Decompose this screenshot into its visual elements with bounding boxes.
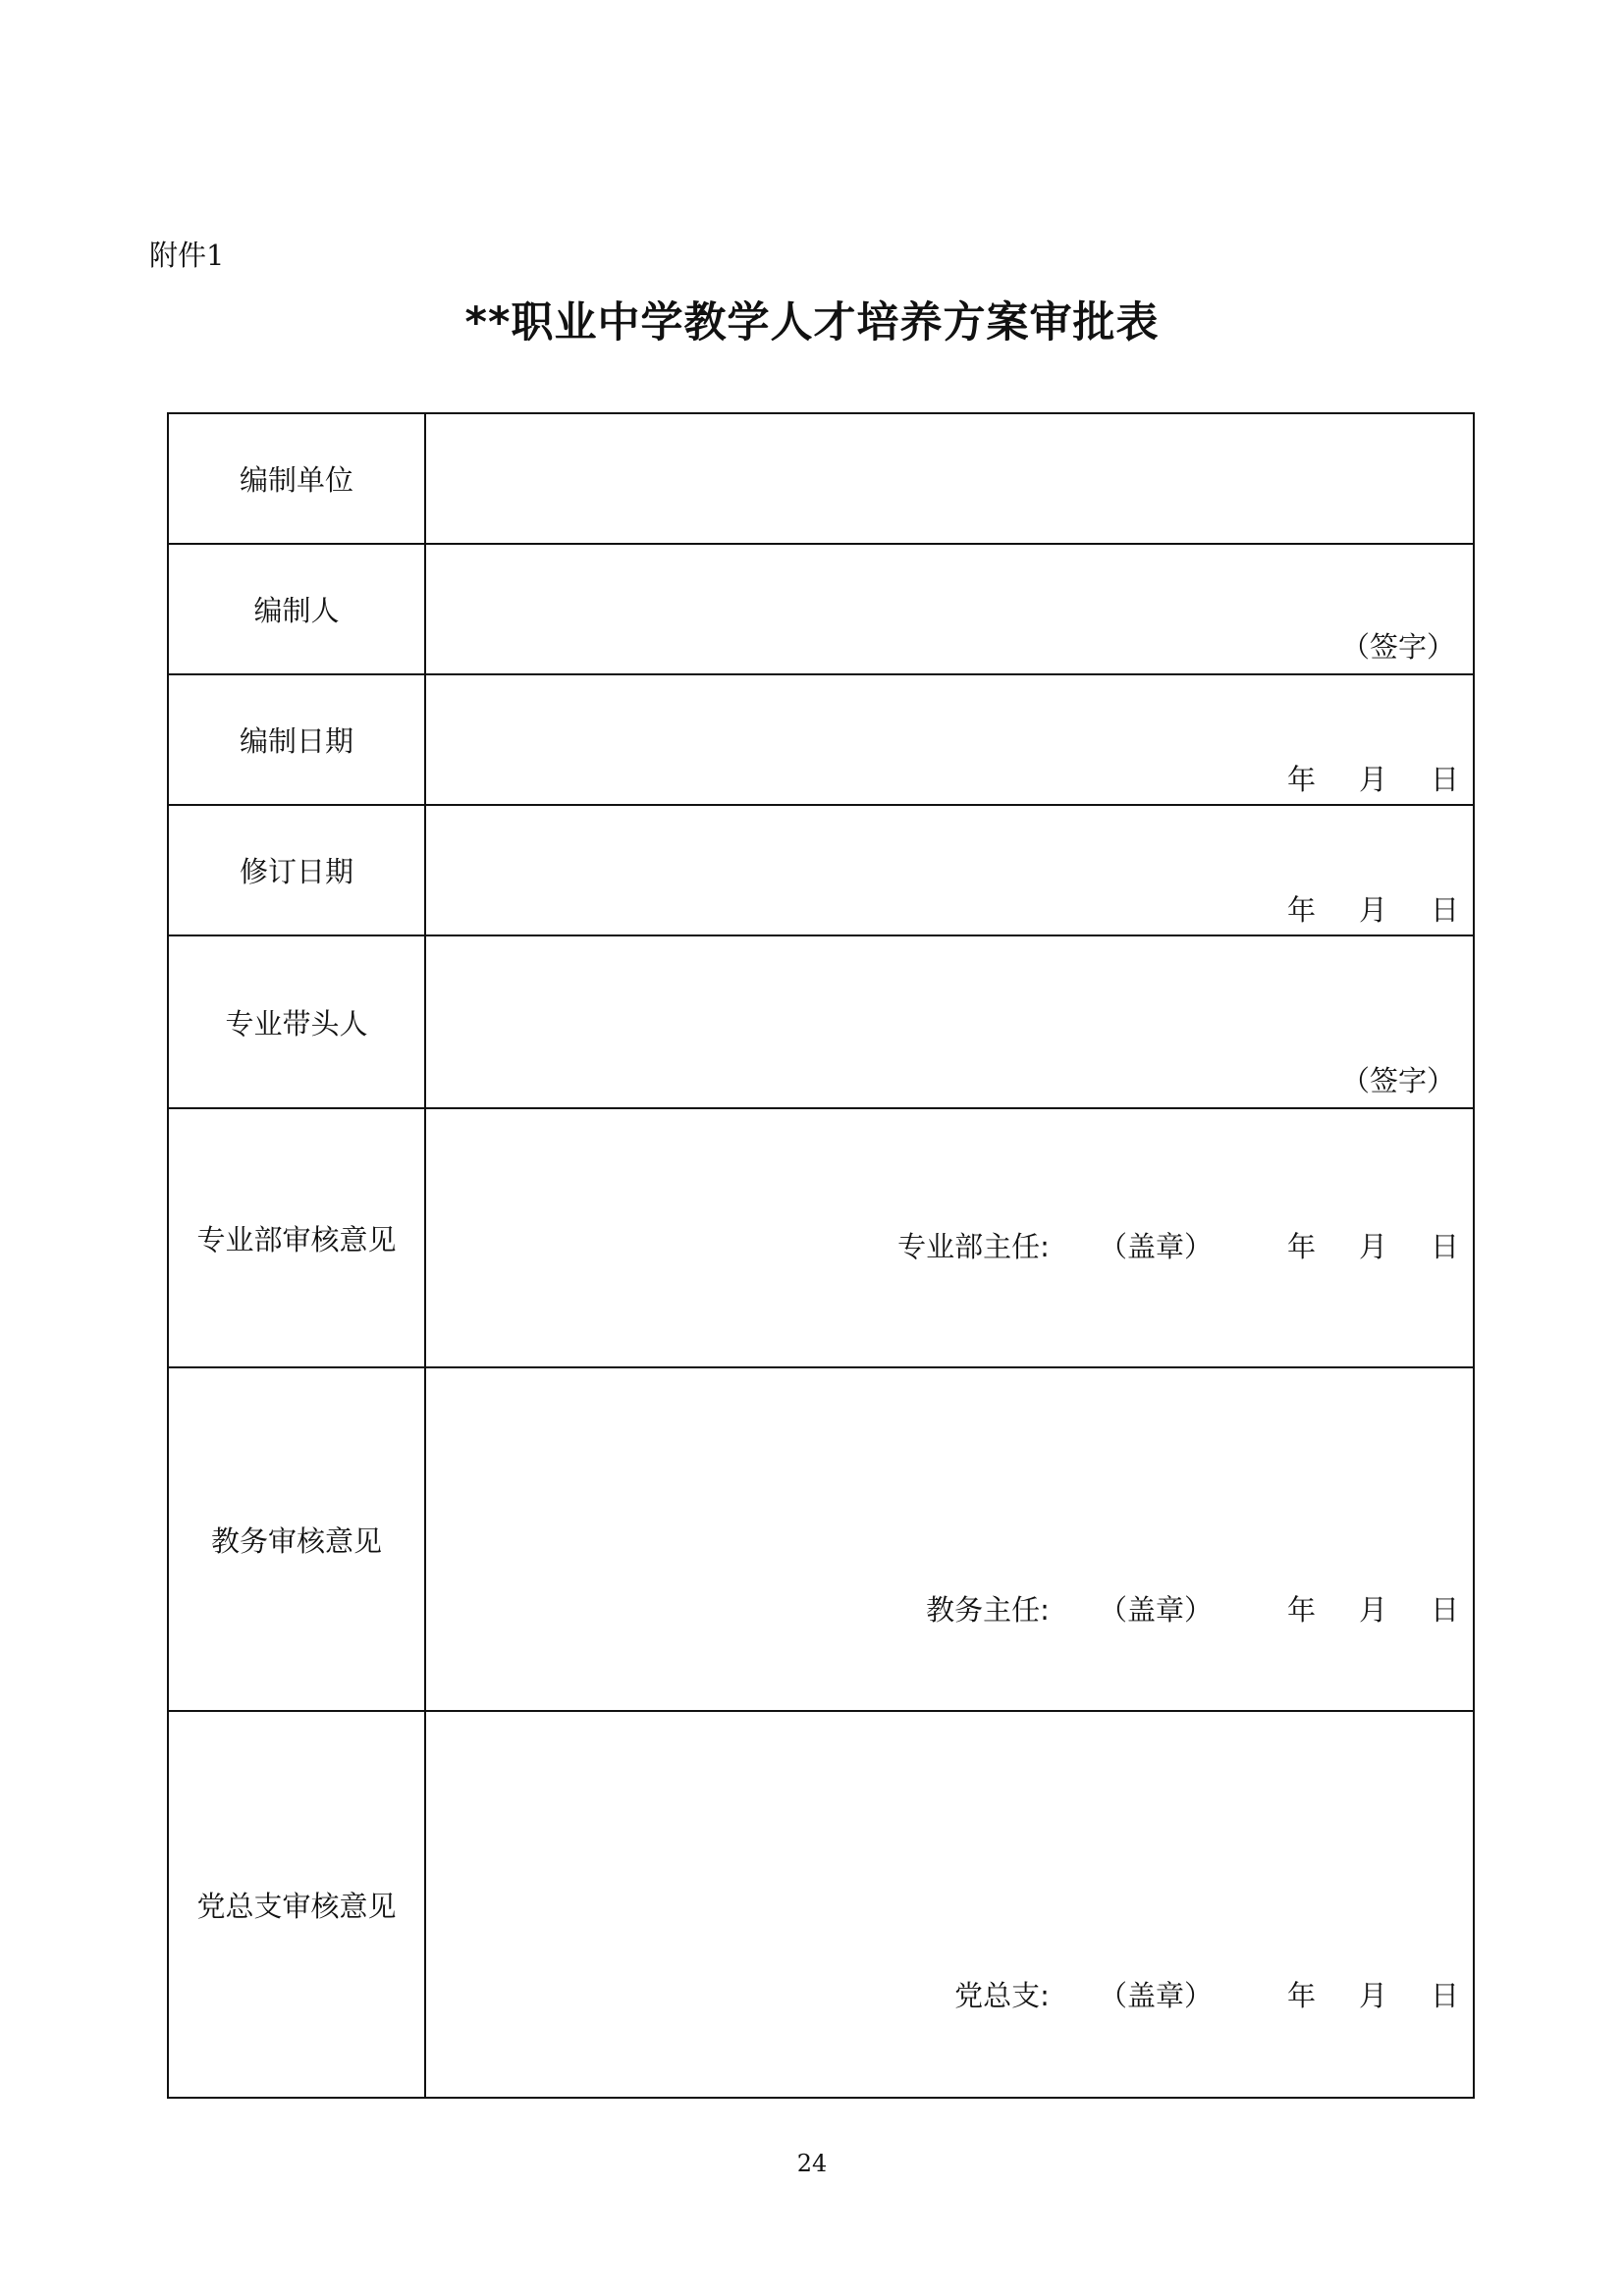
page-number: 24 (796, 2150, 828, 2177)
label-department-review: 专业部审核意见 (168, 1108, 425, 1367)
day-label: 日 (1430, 1230, 1459, 1263)
table-row-department-review (168, 1108, 1474, 1367)
field-party-review[interactable] (425, 1711, 1474, 2098)
role-label: 教务主任: (926, 1593, 1050, 1627)
month-label: 月 (1358, 763, 1387, 796)
year-label: 年 (1286, 763, 1316, 796)
table-row-compiling-unit (168, 413, 1474, 544)
signature-note: （签字） (1340, 630, 1455, 664)
document-title: **职业中学教学人才培养方案审批表 (464, 298, 1160, 347)
month-label: 月 (1358, 1979, 1387, 2012)
table-row-revision-date (168, 805, 1474, 935)
label-program-leader: 专业带头人 (168, 935, 425, 1108)
label-academic-review: 教务审核意见 (168, 1367, 425, 1711)
date-line (1287, 758, 1459, 798)
day-label: 日 (1430, 893, 1459, 927)
year-label: 年 (1286, 1593, 1316, 1627)
field-department-review[interactable] (425, 1108, 1474, 1367)
year-label: 年 (1286, 1979, 1316, 2012)
seal-label: （盖章） (1098, 1230, 1213, 1263)
table-row-party-review (168, 1711, 1474, 2098)
role-label: 专业部主任: (897, 1230, 1050, 1263)
day-label: 日 (1430, 763, 1459, 796)
month-label: 月 (1358, 1230, 1387, 1263)
month-label: 月 (1358, 893, 1387, 927)
day-label: 日 (1430, 1979, 1459, 2012)
field-program-leader[interactable] (425, 935, 1474, 1108)
approval-signature-line (926, 1588, 1459, 1629)
label-party-review: 党总支审核意见 (168, 1711, 425, 2098)
label-compile-date: 编制日期 (168, 674, 425, 805)
field-academic-review[interactable] (425, 1367, 1474, 1711)
year-label: 年 (1286, 893, 1316, 927)
table-row-compile-date (168, 674, 1474, 805)
approval-signature-line (897, 1225, 1459, 1265)
table-row-program-leader (168, 935, 1474, 1108)
role-label: 党总支: (954, 1979, 1050, 2012)
attachment-label: 附件1 (149, 239, 225, 272)
label-revision-date: 修订日期 (168, 805, 425, 935)
signature-note: （签字） (1340, 1064, 1455, 1097)
field-compiler[interactable] (425, 544, 1474, 674)
table-row-compiler (168, 544, 1474, 674)
table-row-academic-review (168, 1367, 1474, 1711)
seal-label: （盖章） (1098, 1593, 1213, 1627)
label-compiler: 编制人 (168, 544, 425, 674)
field-compile-date[interactable] (425, 674, 1474, 805)
label-compiling-unit: 编制单位 (168, 413, 425, 544)
seal-label: （盖章） (1098, 1979, 1213, 2012)
month-label: 月 (1358, 1593, 1387, 1627)
field-revision-date[interactable] (425, 805, 1474, 935)
approval-table (167, 412, 1475, 2099)
day-label: 日 (1430, 1593, 1459, 1627)
field-compiling-unit[interactable] (425, 413, 1474, 544)
date-line (1287, 888, 1459, 929)
year-label: 年 (1286, 1230, 1316, 1263)
approval-signature-line (954, 1974, 1459, 2014)
